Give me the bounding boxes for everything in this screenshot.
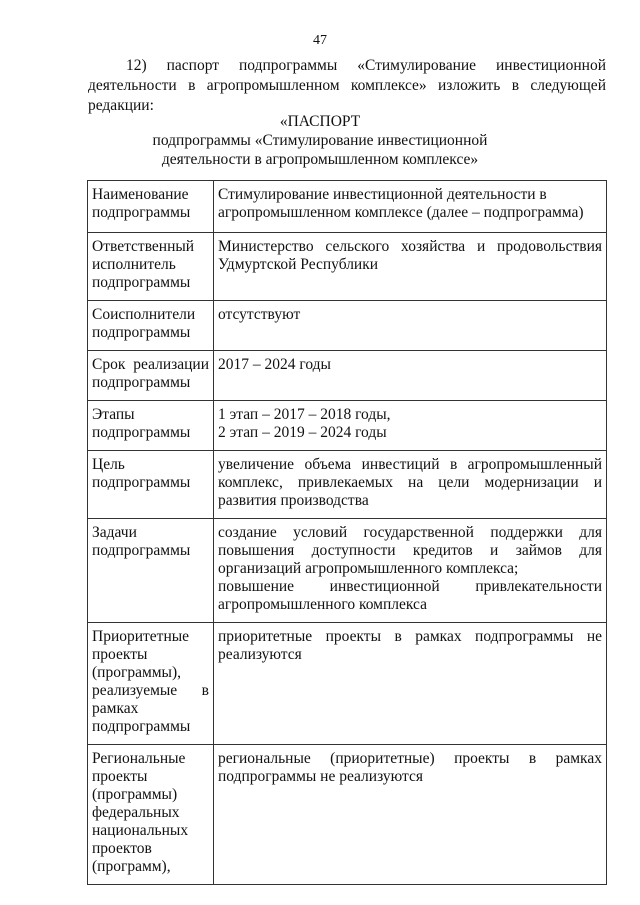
passport-header xyxy=(0,112,640,169)
passport-subtitle-line-2: деятельности в агропромышленном комплексе» xyxy=(161,151,479,168)
passport-table xyxy=(87,180,607,885)
table-row xyxy=(88,745,607,885)
row-value: Стимулирование инвестиционной деятельности в агропромышленном комплексе (далее – подпрограмма) xyxy=(214,181,607,233)
row-value: отсутствуют xyxy=(214,301,607,351)
table-row xyxy=(88,301,607,351)
row-value: увеличение объема инвестиций в агропромышленный комплекс, привлекаемых на цели модернизации и развития производства xyxy=(214,451,607,519)
intro-line-1: 12) паспорт подпрограммы «Стимулирование инвестиционной xyxy=(126,57,606,74)
row-label: Соисполнители подпрограммы xyxy=(88,301,214,351)
table-row xyxy=(88,623,607,745)
page-number: 47 xyxy=(313,33,327,48)
table-row xyxy=(88,519,607,623)
row-value xyxy=(214,519,607,623)
intro-line-rest: деятельности в агропромышленном комплексе» изложить в следующей редакции: xyxy=(88,77,606,114)
row-label: Ответственный исполнитель подпрограммы xyxy=(88,233,214,301)
row-label: Цель подпрограммы xyxy=(88,451,214,519)
row-value: региональные (приоритетные) проекты в рамках подпрограммы не реализуются xyxy=(214,745,607,885)
stage-1: 1 этап – 2017 – 2018 годы, xyxy=(218,406,391,423)
row-label: Задачи подпрограммы xyxy=(88,519,214,623)
row-value xyxy=(214,401,607,451)
stage-2: 2 этап – 2019 – 2024 годы xyxy=(218,424,387,441)
row-value: 2017 – 2024 годы xyxy=(214,351,607,401)
passport-title: «ПАСПОРТ xyxy=(279,113,361,130)
row-value: Министерство сельского хозяйства и продовольствия Удмуртской Республики xyxy=(214,233,607,301)
row-label: Наименование подпрограммы xyxy=(88,181,214,233)
row-label: Приоритетные проекты (программы), реализуемые в рамках подпрограммы xyxy=(88,623,214,745)
row-label: Региональные проекты (программы) федеральных национальных проектов (программ), xyxy=(88,745,214,885)
table-row xyxy=(88,401,607,451)
table-row xyxy=(88,351,607,401)
table-row xyxy=(88,451,607,519)
row-label: Этапы подпрограммы xyxy=(88,401,214,451)
row-value: приоритетные проекты в рамках подпрограммы не реализуются xyxy=(214,623,607,745)
table-row xyxy=(88,233,607,301)
row-label: Срок реализации подпрограммы xyxy=(88,351,214,401)
task-2: повышение инвестиционной привлекательности агропромышленного комплекса xyxy=(218,578,602,613)
task-1: создание условий государственной поддержки для повышения доступности кредитов и займов для организаций агропромышленного комплекса; xyxy=(218,524,602,577)
table-row xyxy=(88,181,607,233)
passport-subtitle-line-1: подпрограммы «Стимулирование инвестиционной xyxy=(152,132,488,149)
intro-paragraph xyxy=(88,56,606,116)
